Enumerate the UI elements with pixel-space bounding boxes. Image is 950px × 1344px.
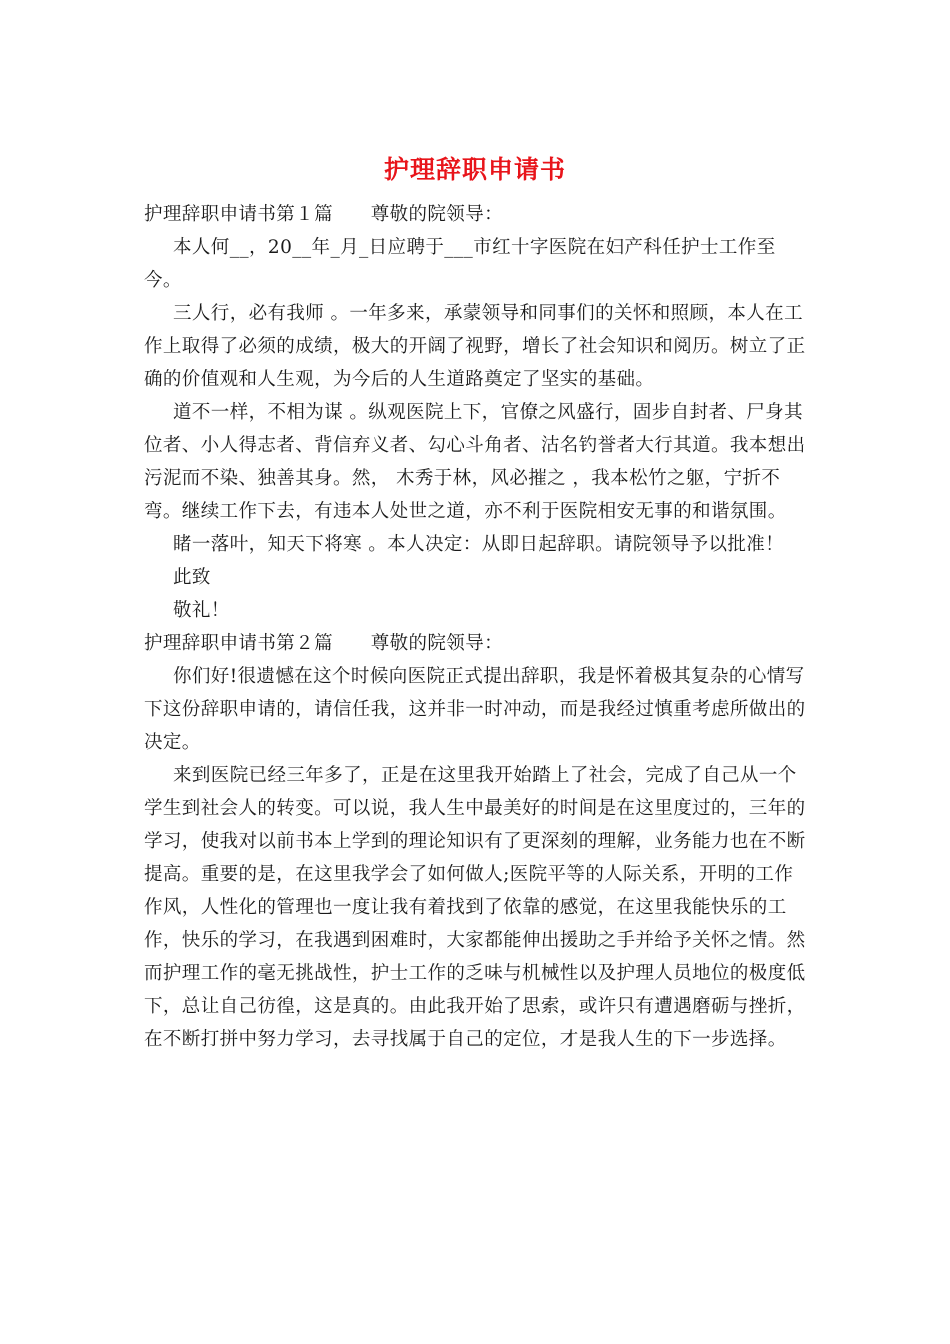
section-2-salutation: 尊敬的院领导： xyxy=(370,633,504,654)
paragraph: 你们好!很遗憾在这个时候向医院正式提出辞职，我是怀着极其复杂的心情写下这份辞职申请的，请信任我，这并非一时冲动，而是我经过慎重考虑所做出的决定。 xyxy=(144,666,806,753)
section-2-heading-line xyxy=(144,627,809,660)
section-2-heading: 护理辞职申请书第２篇 xyxy=(144,633,334,654)
section-1-salutation: 尊敬的院领导： xyxy=(370,204,504,225)
document-body xyxy=(144,198,809,1056)
document-title: 护理辞职申请书 xyxy=(383,155,566,184)
paragraph: 来到医院已经三年多了，正是在这里我开始踏上了社会，完成了自己从一个学生到社会人的转变。可以说，我人生中最美好的时间是在这里度过的，三年的学习，使我对以前书本上学到的理论知识有了更深刻的理解，业务能力也在不断提高。重要的是，在这里我学会了如何做人;医院平等的人际关系，开明的工作作风，人性化的管理也一度让我有着找到了依靠的感觉，在这里我能快乐的工作，快乐的学习，在我遇到困难时，大家都能伸出援助之手并给予关怀之情。然而护理工作的毫无挑战性，护士工作的乏味与机械性以及护理人员地位的极度低下，总让自己彷徨，这是真的。由此我开始了思索，或许只有遭遇磨砺与挫折，在不断打拼中努力学习，去寻找属于自己的定位，才是我人生的下一步选择。 xyxy=(144,765,806,1050)
paragraph: 本人何__，20__年_月_日应聘于___市红十字医院在妇产科任护士工作至今。 xyxy=(144,237,776,291)
paragraph: 睹一落叶，知天下将寒 。本人决定：从即日起辞职。请院领导予以批准！ xyxy=(173,534,785,555)
closing-line: 此致 xyxy=(173,567,211,588)
section-1-heading-line xyxy=(144,198,809,231)
closing-line: 敬礼！ xyxy=(173,600,230,621)
paragraph: 三人行，必有我师 。一年多来，承蒙领导和同事们的关怀和照顾，本人在工作上取得了必须的成绩，极大的开阔了视野，增长了社会知识和阅历。树立了正确的价值观和人生观，为今后的人生道路奠定了坚实的基础。 xyxy=(144,303,806,390)
paragraph: 道不一样，不相为谋 。纵观医院上下，官僚之风盛行，固步自封者、尸身其位者、小人得志者、背信弃义者、勾心斗角者、沽名钓誉者大行其道。我本想出污泥而不染、独善其身。然， 木秀于林，风必摧之 ，我本松竹之躯，宁折不弯。继续工作下去，有违本人处世之道，亦不利于医院相安无事的和谐氛围。 xyxy=(144,402,806,522)
section-1-heading: 护理辞职申请书第１篇 xyxy=(144,204,334,225)
